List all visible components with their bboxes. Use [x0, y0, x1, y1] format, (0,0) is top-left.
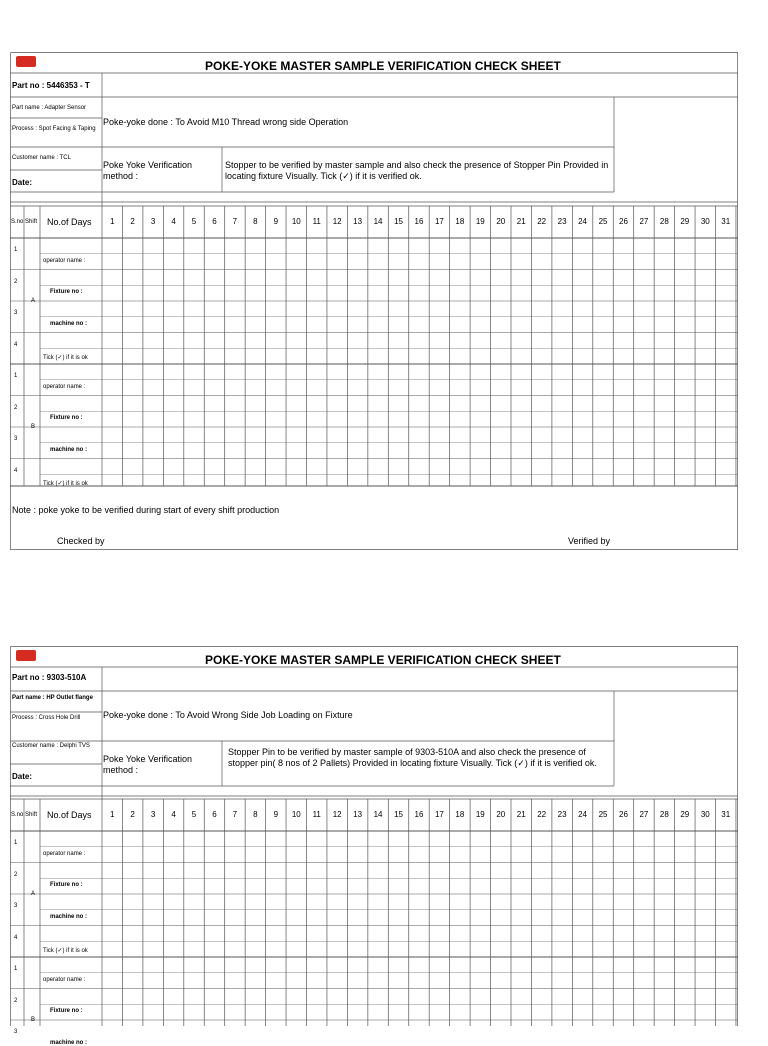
part-no: Part no : 9303-510A [12, 673, 87, 682]
day-number: 13 [353, 810, 363, 819]
day-number: 17 [434, 217, 444, 226]
day-number: 20 [496, 217, 506, 226]
row-number: 4 [14, 467, 18, 474]
row-number: 3 [14, 903, 18, 909]
day-number: 20 [496, 810, 506, 819]
row-label: operator name : [43, 383, 86, 390]
row-label: machine no : [50, 1039, 88, 1046]
day-number: 31 [721, 810, 731, 819]
day-number: 16 [414, 217, 424, 226]
day-number: 27 [639, 810, 649, 819]
day-number: 24 [578, 810, 588, 819]
row-number: 3 [14, 436, 18, 442]
poke-yoke-done: Poke-yoke done : To Avoid Wrong Side Job Loading on Fixture [103, 710, 353, 720]
day-number: 6 [212, 217, 217, 226]
day-number: 25 [598, 217, 608, 226]
row-label: Tick (✓) if it is ok [43, 948, 88, 954]
day-number: 18 [455, 217, 465, 226]
check-sheet-2 [10, 646, 738, 1046]
day-number: 3 [150, 217, 156, 226]
row-label: Fixture no : [50, 415, 83, 422]
shift-label: B [31, 424, 36, 430]
part-name: Part name : HP Outlet flange [12, 695, 93, 701]
day-number: 5 [191, 217, 197, 226]
day-number: 13 [353, 217, 363, 226]
date-label: Date: [12, 772, 33, 781]
poke-yoke-done: Poke-yoke done : To Avoid M10 Thread wrong side Operation [103, 117, 349, 127]
row-label: operator name : [43, 850, 86, 857]
day-number: 8 [253, 810, 258, 819]
shift-header: Shift [25, 812, 38, 818]
day-number: 21 [516, 217, 526, 226]
day-number: 26 [619, 217, 628, 226]
verification-method-label: Poke Yoke Verification method : [103, 754, 193, 775]
day-number: 23 [557, 217, 567, 226]
row-number: 1 [14, 373, 18, 379]
day-number: 29 [680, 217, 690, 226]
day-number: 9 [273, 810, 279, 819]
day-number: 4 [171, 217, 176, 226]
company-logo [16, 650, 36, 661]
row-number: 2 [14, 404, 18, 411]
day-number: 9 [273, 217, 279, 226]
process: Process : Cross Hole Drill [12, 715, 81, 721]
sheet-title: POKE-YOKE MASTER SAMPLE VERIFICATION CHECK SHEET [205, 653, 561, 667]
row-label: machine no : [50, 913, 88, 920]
day-number: 10 [291, 217, 301, 226]
verified-by-label: Verified by [568, 536, 611, 546]
day-number: 6 [212, 810, 217, 819]
sno-header: S.no [11, 812, 24, 818]
day-number: 21 [516, 810, 526, 819]
row-number: 4 [14, 341, 18, 348]
day-number: 30 [700, 217, 710, 226]
day-number: 7 [232, 810, 238, 819]
row-number: 4 [14, 934, 18, 941]
row-number: 3 [14, 1029, 18, 1035]
shift-label: A [31, 298, 36, 304]
row-number: 1 [14, 247, 18, 253]
day-number: 31 [721, 217, 731, 226]
row-label: Fixture no : [50, 882, 83, 889]
part-name: Part name : Adapter Sensor [12, 105, 87, 111]
day-number: 12 [332, 217, 342, 226]
row-label: Fixture no : [50, 1008, 83, 1015]
day-number: 25 [598, 810, 608, 819]
day-number: 22 [537, 810, 547, 819]
row-label: Tick (✓) if it is ok [43, 355, 88, 361]
day-number: 1 [109, 810, 115, 819]
checked-by-label: Checked by [57, 536, 105, 546]
day-number: 15 [394, 810, 403, 819]
day-number: 10 [291, 810, 301, 819]
day-number: 14 [373, 217, 383, 226]
customer-name: Customer name : TCL [12, 155, 71, 161]
row-number: 2 [14, 278, 18, 285]
day-number: 27 [639, 217, 649, 226]
part-no: Part no : 5446353 - T [12, 81, 90, 90]
day-number: 19 [475, 217, 485, 226]
row-label: Tick (✓) if it is ok [43, 481, 88, 487]
row-label: operator name : [43, 257, 86, 264]
day-number: 1 [109, 217, 115, 226]
row-label: Fixture no : [50, 289, 83, 296]
days-header: No.of Days [47, 810, 92, 820]
row-number: 2 [14, 871, 18, 878]
day-number: 2 [130, 810, 135, 819]
sno-header: S.no [11, 219, 24, 225]
day-number: 14 [373, 810, 383, 819]
day-number: 4 [171, 810, 176, 819]
day-number: 18 [455, 810, 465, 819]
row-label: machine no : [50, 320, 88, 327]
row-number: 1 [14, 840, 18, 846]
day-number: 11 [312, 217, 321, 226]
verification-method-text: Stopper Pin to be verified by master sample of 9303-510A and also check the presence of stopper pin( 8 nos of 2 Pallets) Provided in locating fixture Visually. Tick (✓) if it is verified ok. [228, 747, 597, 769]
day-number: 12 [332, 810, 342, 819]
day-number: 26 [619, 810, 628, 819]
row-number: 2 [14, 997, 18, 1004]
process: Process : Spot Facing & Taping [12, 126, 96, 132]
day-number: 29 [680, 810, 690, 819]
shift-label: A [31, 891, 36, 897]
day-number: 8 [253, 217, 258, 226]
day-number: 24 [578, 217, 588, 226]
check-sheet-1 [10, 52, 738, 550]
note: Note : poke yoke to be verified during start of every shift production [12, 505, 280, 515]
days-header: No.of Days [47, 217, 92, 227]
sheet-title: POKE-YOKE MASTER SAMPLE VERIFICATION CHECK SHEET [205, 59, 561, 73]
customer-name: Customer name : Delphi TVS [12, 743, 90, 749]
company-logo [16, 56, 36, 67]
row-number: 1 [14, 966, 18, 972]
day-number: 7 [232, 217, 238, 226]
verification-method-label: Poke Yoke Verification method : [103, 160, 193, 181]
row-label: machine no : [50, 446, 88, 453]
shift-header: Shift [25, 219, 38, 225]
shift-label: B [31, 1017, 36, 1023]
day-number: 15 [394, 217, 403, 226]
day-number: 19 [475, 810, 485, 819]
verification-method-text: Stopper to be verified by master sample and also check the presence of Stopper Pin Provided in locating fixture Visually. Tick (✓) if it is verified ok. [225, 160, 609, 182]
day-number: 30 [700, 810, 710, 819]
day-number: 3 [150, 810, 156, 819]
row-number: 3 [14, 310, 18, 316]
day-number: 2 [130, 217, 135, 226]
day-number: 22 [537, 217, 547, 226]
day-number: 17 [434, 810, 444, 819]
day-number: 28 [659, 810, 669, 819]
day-number: 23 [557, 810, 567, 819]
date-label: Date: [12, 178, 33, 187]
day-number: 5 [191, 810, 197, 819]
day-number: 16 [414, 810, 424, 819]
day-number: 28 [659, 217, 669, 226]
row-label: operator name : [43, 976, 86, 983]
day-number: 11 [312, 810, 321, 819]
sheet-grid-lines [10, 646, 738, 1026]
